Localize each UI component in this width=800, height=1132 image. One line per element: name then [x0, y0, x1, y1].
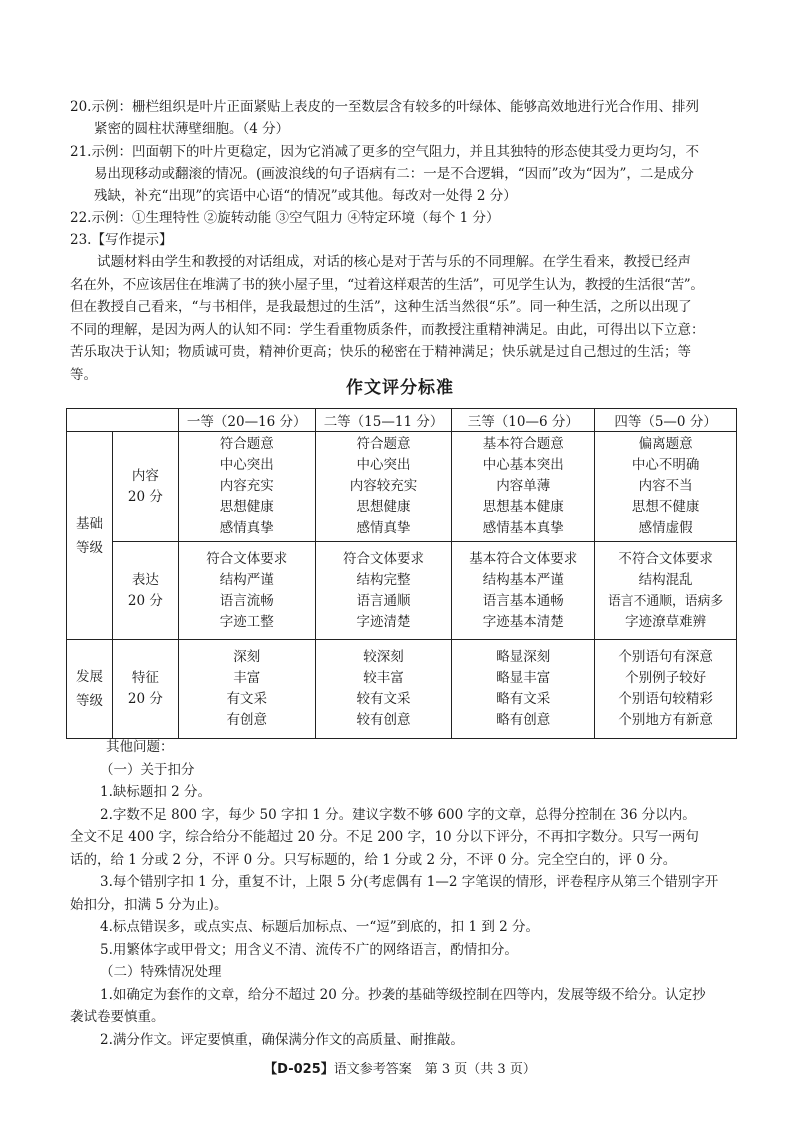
- rule-2-line1: 2.字数不足 800 字，每少 50 字扣 1 分。建议字数不够 600 字的文章，总得分控制在 36 分以内。: [100, 806, 696, 823]
- criterion: 感情真挚: [219, 520, 274, 536]
- special-1-line2: 袭试卷要慎重。: [70, 1009, 165, 1025]
- doc-code: 【D-025】: [264, 1062, 334, 1077]
- criterion: 较有创意: [356, 712, 411, 728]
- writing-hint-line: 试题材料由学生和教授的对话组成，对话的核心是对于苦与乐的不同理解。在学生看来，教授已经声: [97, 254, 691, 270]
- other-issues: [70, 736, 740, 1051]
- answer-22: [70, 207, 735, 229]
- answer-22-text: 22.示例：①生理特性 ②旋转动能 ③空气阻力 ④特定环境（每个 1 分）: [70, 210, 500, 226]
- criterion: 不符合文体要求: [618, 550, 713, 567]
- criterion: 语言不通顺，语病多: [608, 593, 724, 609]
- answer-21: [70, 141, 735, 207]
- criterion: 较有文采: [356, 691, 411, 707]
- rule-5: 5.用繁体字或甲骨文；用含义不清、流传不广的网络语言，酌情扣分。: [100, 941, 518, 958]
- criterion: 较丰富: [363, 670, 404, 686]
- content-row: [67, 432, 737, 542]
- criterion: 略显丰富: [496, 670, 551, 686]
- expression-grade-cell: [315, 542, 452, 640]
- criterion: 字迹基本清楚: [482, 613, 564, 630]
- criterion: 较深刻: [363, 649, 404, 665]
- rubric-corner-cell: [67, 409, 179, 432]
- criterion: 结构完整: [356, 571, 411, 588]
- writing-hint-paragraph: [70, 251, 735, 386]
- criterion: 内容较充实: [349, 478, 418, 494]
- criterion: 中心不明确: [631, 457, 700, 473]
- criterion: 符合题意: [356, 436, 411, 452]
- content-grade-cell: [595, 432, 737, 542]
- criterion: 结构严谨: [219, 571, 274, 588]
- page-footer: [0, 1058, 800, 1077]
- criterion: 符合题意: [219, 436, 274, 452]
- writing-hint-line: 苦乐取决于认知；物质诚可贵，精神价更高；快乐的秘密在于精神满足；快乐就是过自己想过的生活；等: [70, 344, 691, 360]
- expression-score: 20 分: [127, 592, 163, 609]
- writing-hint-line: 等。: [70, 366, 97, 383]
- feature-grade-cell: [315, 640, 452, 739]
- rule-3-line1: 3.每个错别字扣 1 分，重复不计，上限 5 分(考虑偶有 1—2 字笔误的情形，评卷程序从第三个错别字开: [100, 874, 719, 890]
- expression-row: [67, 542, 737, 640]
- answer-23: [70, 229, 735, 386]
- criterion: 丰富: [233, 670, 261, 686]
- content-grade-cell: [315, 432, 452, 542]
- criterion: 感情虚假: [638, 520, 693, 536]
- criterion: 个别语句有深意: [618, 649, 713, 665]
- special-2: 2.满分作文。评定要慎重，确保满分作文的高质量、耐推敲。: [100, 1031, 464, 1048]
- answer-21-line3: 残缺，补充“出现”的宾语中心语“的情况”或其他。每改对一处得 2 分）: [94, 188, 517, 204]
- criterion: 内容不当: [638, 478, 693, 494]
- criterion: 略显深刻: [496, 649, 551, 665]
- grade-header: 三等（10—6 分）: [452, 409, 595, 432]
- answer-20-line1: 20.示例：栅栏组织是叶片正面紧贴上表皮的一至数层含有较多的叶绿体、能够高效地进行光合作用、排列: [70, 99, 699, 115]
- content-grade-cell: [452, 432, 595, 542]
- criterion: 中心基本突出: [482, 457, 564, 473]
- basic-level-label: 基础 等级: [67, 432, 113, 640]
- answer-20: [70, 96, 735, 140]
- writing-hint-heading: 23.【写作提示】: [70, 232, 173, 248]
- writing-hint-line: 名在外，不应该居住在堆满了书的狭小屋子里，“过着这样艰苦的生活”，可见学生认为，教授的生活很“苦”。: [70, 276, 704, 293]
- rule-1: 1.缺标题扣 2 分。: [100, 784, 212, 800]
- criterion: 字迹工整: [219, 613, 274, 630]
- criterion: 语言基本通畅: [482, 592, 564, 609]
- special-heading: （二）特殊情况处理: [100, 964, 222, 980]
- expression-grade-cell: [178, 542, 315, 640]
- criterion: 基本符合文体要求: [469, 550, 578, 567]
- other-heading: 其他问题：: [106, 739, 174, 755]
- criterion: 有文采: [226, 691, 267, 707]
- feature-label: 特征: [131, 670, 159, 686]
- content-grade-cell: [178, 432, 315, 542]
- expression-category: [112, 542, 178, 640]
- criterion: 内容单薄: [496, 478, 551, 494]
- criterion: 思想健康: [219, 499, 274, 515]
- criterion: 思想基本健康: [482, 499, 564, 515]
- rubric-table: [66, 408, 737, 739]
- rubric-title: 作文评分标准: [346, 378, 454, 398]
- expression-grade-cell: [595, 542, 737, 640]
- feature-grade-cell: [178, 640, 315, 739]
- criterion: 个别地方有新意: [618, 712, 713, 728]
- criterion: 语言流畅: [219, 592, 274, 609]
- criterion: 基本符合题意: [482, 436, 564, 452]
- grade-header: 一等（20—16 分）: [178, 409, 315, 432]
- criterion: 字迹潦草难辨: [625, 613, 707, 630]
- criterion: 中心突出: [219, 457, 274, 473]
- criterion: 结构混乱: [638, 571, 693, 588]
- rule-2-line2: 全文不足 400 字，综合给分不能超过 20 分。不足 200 字，10 分以下评分，不再扣字数分。只写一两句: [70, 829, 699, 845]
- criterion: 中心突出: [356, 457, 411, 473]
- criterion: 略有创意: [496, 712, 551, 728]
- rule-3-line2: 始扣分，扣满 5 分为止)。: [70, 896, 228, 913]
- page-number: 语文参考答案 第 3 页（共 3 页）: [333, 1062, 536, 1077]
- feature-row: [67, 640, 737, 739]
- criterion: 个别语句较精彩: [618, 691, 713, 707]
- criterion: 字迹清楚: [356, 613, 411, 630]
- criterion: 有创意: [226, 712, 267, 728]
- content-label: 内容: [131, 467, 159, 484]
- feature-grade-cell: [595, 640, 737, 739]
- writing-hint-line: 不同的理解，是因为两人的认知不同：学生看重物质条件，而教授注重精神满足。由此，可得出以下立意：: [70, 321, 705, 338]
- dev-level-label: 发展 等级: [67, 640, 113, 739]
- criterion: 思想健康: [356, 499, 411, 515]
- content-score: 20 分: [127, 488, 163, 505]
- answer-21-line2: 易出现移动或翻滚的情况。(画波浪线的句子语病有二：一是不合逻辑，“因而”改为“因为”，二是成分: [94, 166, 694, 182]
- criterion: 略有文采: [496, 691, 551, 707]
- expression-grade-cell: [452, 542, 595, 640]
- feature-category: [112, 640, 178, 739]
- criterion: 感情基本真挚: [482, 520, 564, 536]
- rubric-header-row: [67, 409, 737, 432]
- content-category: [112, 432, 178, 542]
- expression-label: 表达: [131, 571, 159, 588]
- criterion: 结构基本严谨: [482, 571, 564, 588]
- grade-header: 二等（15—11 分）: [315, 409, 452, 432]
- criterion: 感情真挚: [356, 520, 411, 536]
- criterion: 思想不健康: [631, 499, 700, 515]
- special-1-line1: 1.如确定为套作的文章，给分不超过 20 分。抄袭的基础等级控制在四等内，发展等级不给分。认定抄: [100, 986, 706, 1003]
- criterion: 符合文体要求: [343, 550, 425, 567]
- criterion: 偏离题意: [638, 436, 693, 452]
- grade-header: 四等（5—0 分）: [595, 409, 737, 432]
- criterion: 深刻: [233, 649, 261, 665]
- criterion: 语言通顺: [356, 592, 411, 609]
- deduction-heading: （一）关于扣分: [100, 761, 195, 778]
- writing-hint-line: 但在教授自己看来，“与书相伴，是我最想过的生活”，这种生活当然很“乐”。同一种生活，之所以出现了: [70, 299, 692, 315]
- criterion: 个别例子较好: [625, 670, 707, 686]
- feature-score: 20 分: [127, 691, 163, 707]
- answer-20-line2: 紧密的圆柱状薄壁细胞。（4 分）: [94, 121, 290, 137]
- rule-2-line3: 话的，给 1 分或 2 分，不评 0 分。只写标题的，给 1 分或 2 分，不评 0 分。完全空白的，评 0 分。: [70, 851, 677, 868]
- rule-4: 4.标点错误多，或点实点、标题后加标点、一“逗”到底的，扣 1 到 2 分。: [100, 919, 540, 935]
- answer-21-line1: 21.示例：凹面朝下的叶片更稳定，因为它消减了更多的空气阻力，并且其独特的形态使其受力更均匀，不: [70, 144, 699, 160]
- criterion: 内容充实: [219, 478, 274, 494]
- feature-grade-cell: [452, 640, 595, 739]
- criterion: 符合文体要求: [206, 550, 288, 567]
